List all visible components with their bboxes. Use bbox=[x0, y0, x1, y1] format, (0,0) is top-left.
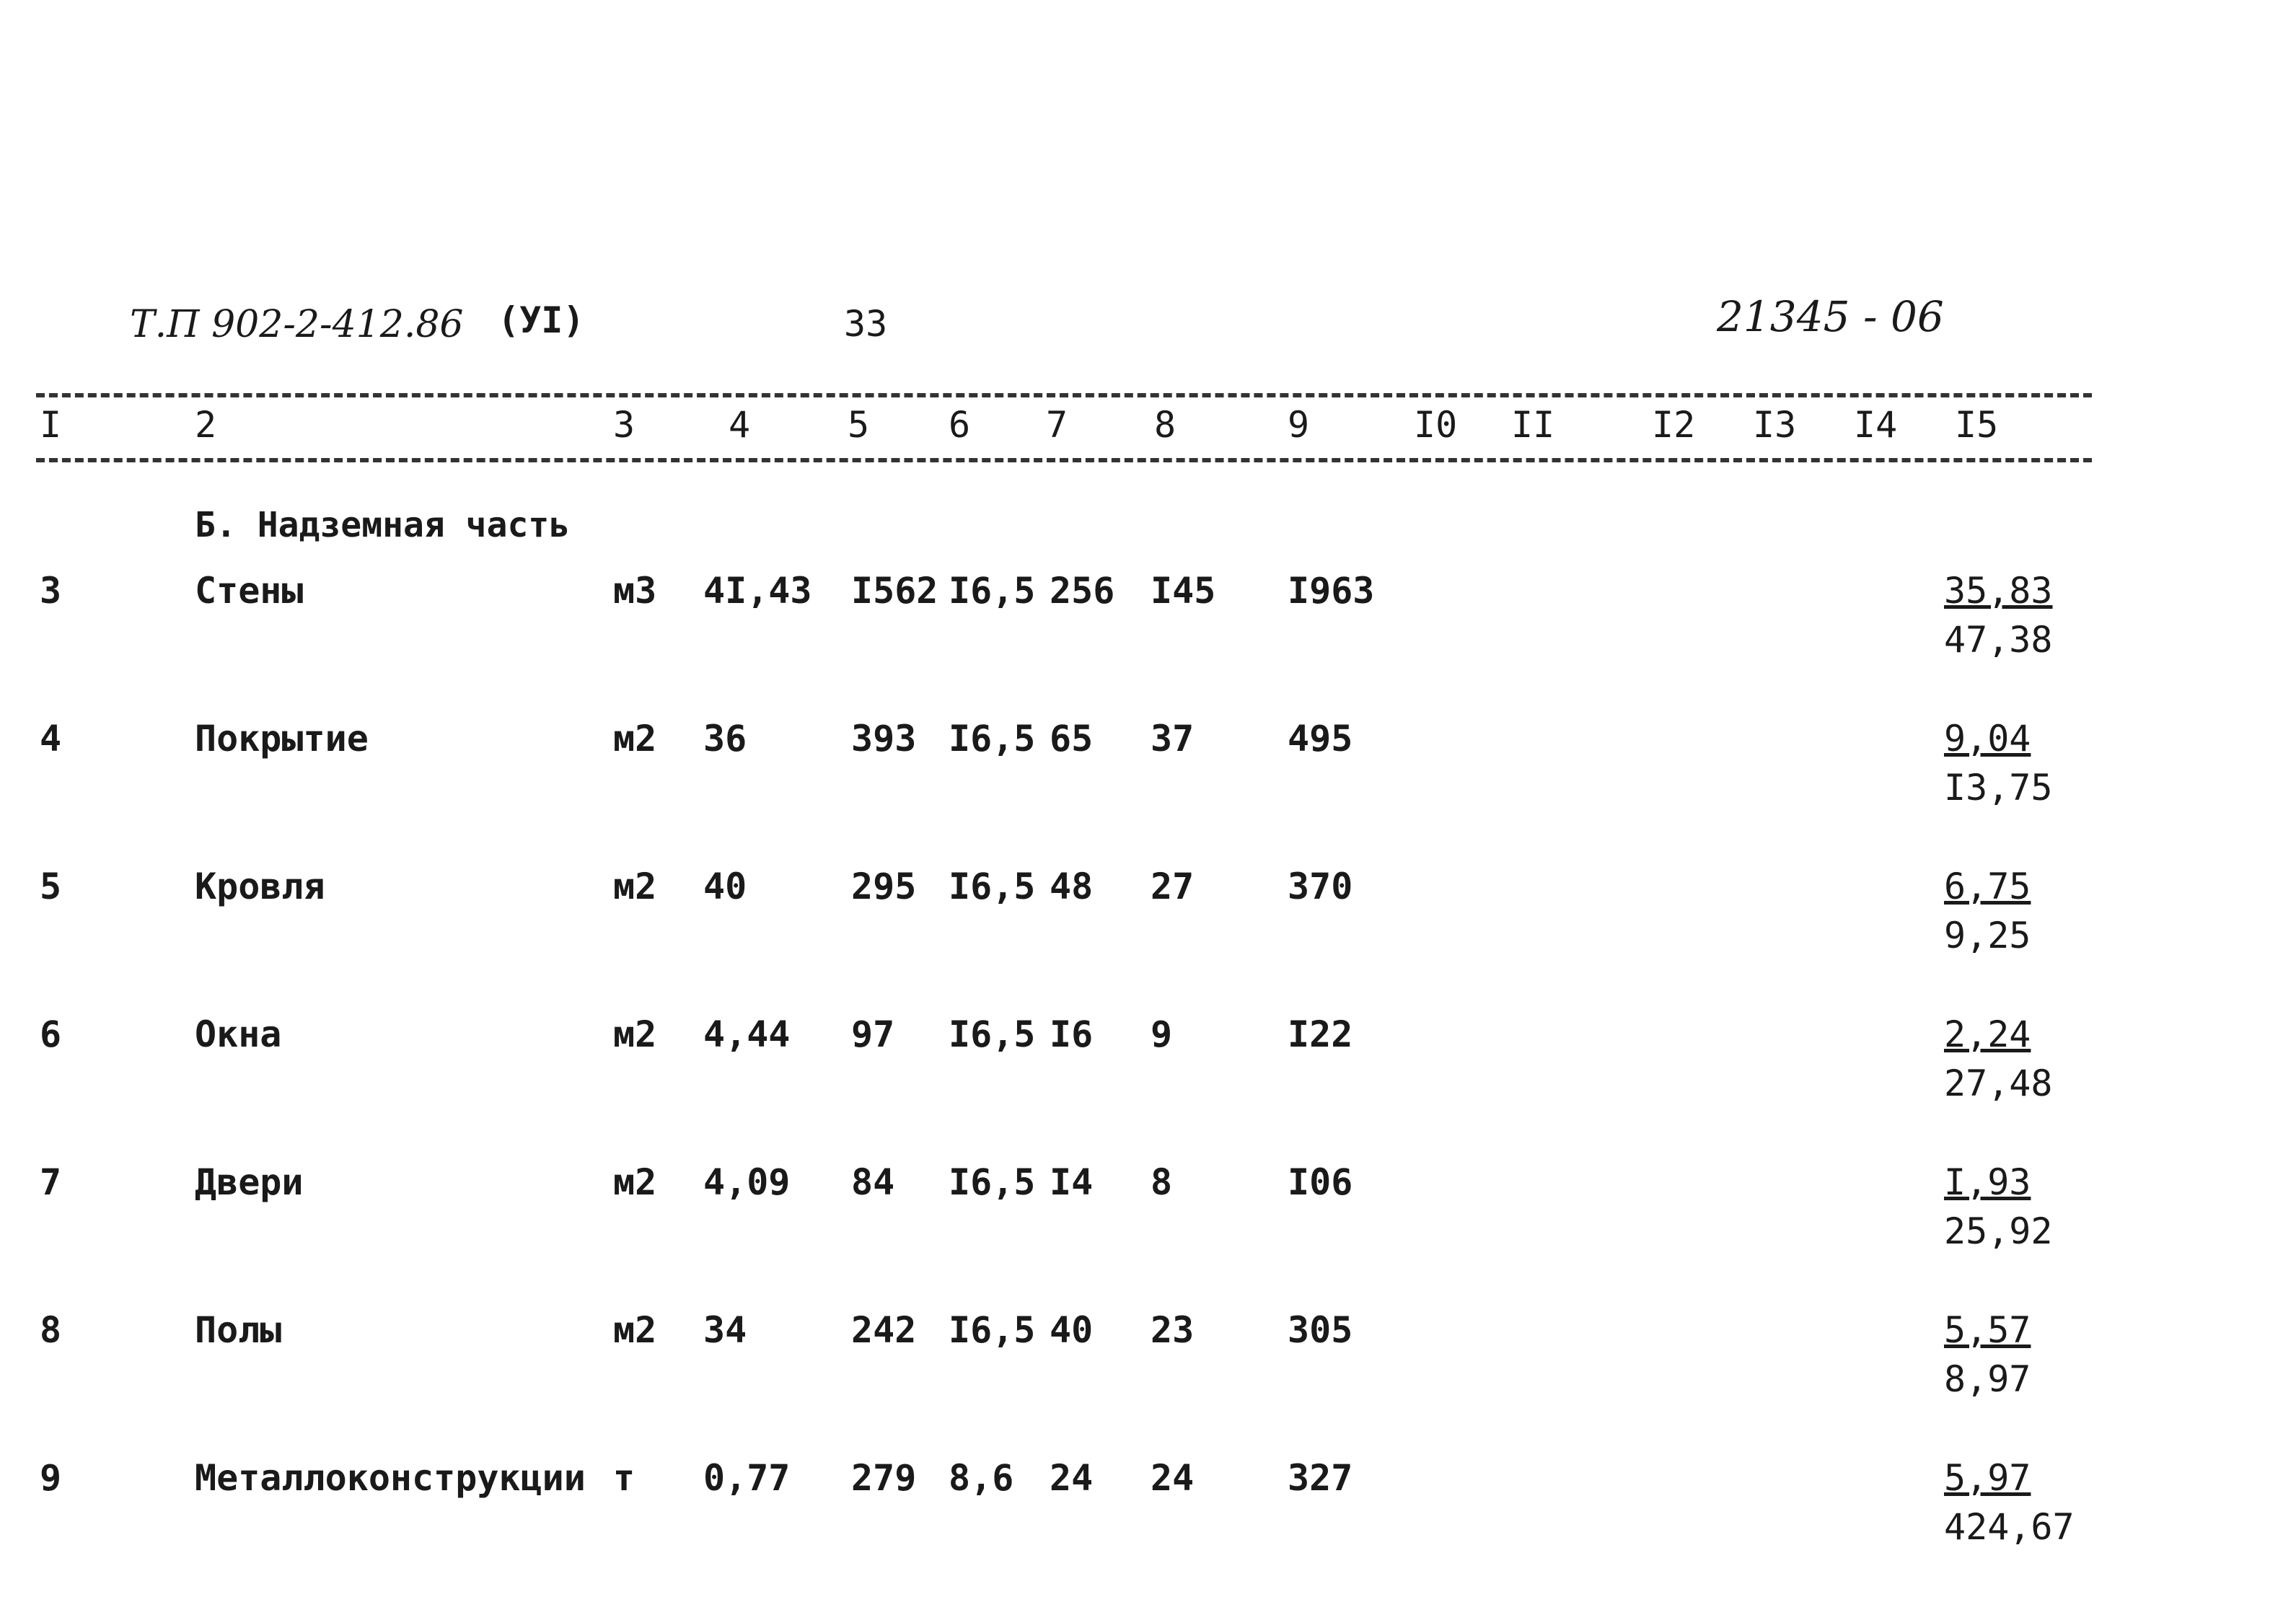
page-number: 33 bbox=[844, 303, 888, 345]
row-7-c7: I4 bbox=[1050, 1161, 1094, 1203]
row-9-unit: т bbox=[613, 1457, 635, 1499]
row-6-c15-bottom: 27,48 bbox=[1944, 1062, 2053, 1104]
row-4-c4: 36 bbox=[703, 718, 747, 760]
row-4-c8: 37 bbox=[1151, 718, 1195, 760]
row-8-unit: м2 bbox=[613, 1309, 657, 1351]
row-3-unit: м3 bbox=[613, 570, 657, 612]
column-header-9: 9 bbox=[1288, 404, 1310, 446]
header-divider-bottom bbox=[36, 458, 2092, 462]
row-3-c7: 256 bbox=[1050, 570, 1115, 612]
row-5-name: Кровля bbox=[195, 866, 325, 907]
row-7-name: Двери bbox=[195, 1161, 304, 1203]
row-3-c5: I562 bbox=[851, 570, 938, 612]
row-4-c9: 495 bbox=[1288, 718, 1353, 760]
row-8-name: Полы bbox=[195, 1309, 282, 1351]
row-8-c7: 40 bbox=[1050, 1309, 1094, 1351]
column-header-7: 7 bbox=[1046, 404, 1068, 446]
row-5-num: 5 bbox=[40, 866, 62, 907]
row-5-c4: 40 bbox=[703, 866, 747, 907]
row-8-c15-top: 5,57 bbox=[1944, 1309, 2031, 1351]
column-header-5: 5 bbox=[848, 404, 870, 446]
row-5-c8: 27 bbox=[1151, 866, 1195, 907]
row-3-name: Стены bbox=[195, 570, 304, 612]
row-9-c6: 8,6 bbox=[949, 1457, 1014, 1499]
row-9-c5: 279 bbox=[851, 1457, 917, 1499]
column-header-12: I2 bbox=[1652, 404, 1696, 446]
row-4-name: Покрытие bbox=[195, 718, 369, 760]
section-title: Б. Надземная часть bbox=[195, 505, 571, 545]
row-5-c15-bottom: 9,25 bbox=[1944, 915, 2031, 956]
inventory-number: 21345 - 06 bbox=[1717, 292, 1944, 341]
column-header-3: 3 bbox=[613, 404, 635, 446]
row-7-c4: 4,09 bbox=[703, 1161, 791, 1203]
row-8-c8: 23 bbox=[1151, 1309, 1195, 1351]
row-5-c5: 295 bbox=[851, 866, 917, 907]
row-8-num: 8 bbox=[40, 1309, 62, 1351]
row-9-c15-top: 5,97 bbox=[1944, 1457, 2031, 1499]
row-3-c15-top: 35,83 bbox=[1944, 570, 2053, 612]
column-header-14: I4 bbox=[1854, 404, 1898, 446]
column-header-2: 2 bbox=[195, 404, 217, 446]
column-header-10: I0 bbox=[1414, 404, 1458, 446]
row-6-c8: 9 bbox=[1151, 1013, 1173, 1055]
row-8-c9: 305 bbox=[1288, 1309, 1353, 1351]
row-9-c9: 327 bbox=[1288, 1457, 1353, 1499]
row-8-c4: 34 bbox=[703, 1309, 747, 1351]
row-6-name: Окна bbox=[195, 1013, 282, 1055]
row-9-c15-bottom: 424,67 bbox=[1944, 1506, 2075, 1548]
header-divider-top bbox=[36, 393, 2092, 397]
row-4-c15-bottom: I3,75 bbox=[1944, 767, 2053, 809]
row-9-c8: 24 bbox=[1151, 1457, 1195, 1499]
row-4-num: 4 bbox=[40, 718, 62, 760]
row-3-c8: I45 bbox=[1151, 570, 1216, 612]
row-9-c7: 24 bbox=[1050, 1457, 1094, 1499]
row-7-c6: I6,5 bbox=[949, 1161, 1036, 1203]
column-header-15: I5 bbox=[1955, 404, 1999, 446]
row-9-name: Металлоконструкции bbox=[195, 1457, 586, 1499]
row-6-c15-top: 2,24 bbox=[1944, 1013, 2031, 1055]
row-4-unit: м2 bbox=[613, 718, 657, 760]
row-6-c6: I6,5 bbox=[949, 1013, 1036, 1055]
row-6-c9: I22 bbox=[1288, 1013, 1353, 1055]
row-8-c6: I6,5 bbox=[949, 1309, 1036, 1351]
row-3-num: 3 bbox=[40, 570, 62, 612]
row-5-c6: I6,5 bbox=[949, 866, 1036, 907]
row-3-c15-bottom: 47,38 bbox=[1944, 619, 2053, 661]
row-7-c15-bottom: 25,92 bbox=[1944, 1210, 2053, 1252]
column-header-11: II bbox=[1511, 404, 1555, 446]
row-9-num: 9 bbox=[40, 1457, 62, 1499]
row-8-c5: 242 bbox=[851, 1309, 917, 1351]
row-7-unit: м2 bbox=[613, 1161, 657, 1203]
row-4-c5: 393 bbox=[851, 718, 917, 760]
row-4-c6: I6,5 bbox=[949, 718, 1036, 760]
row-7-num: 7 bbox=[40, 1161, 62, 1203]
row-3-c6: I6,5 bbox=[949, 570, 1036, 612]
column-header-6: 6 bbox=[949, 404, 971, 446]
row-4-c7: 65 bbox=[1050, 718, 1094, 760]
row-7-c8: 8 bbox=[1151, 1161, 1173, 1203]
row-5-unit: м2 bbox=[613, 866, 657, 907]
row-7-c5: 84 bbox=[851, 1161, 895, 1203]
column-header-4: 4 bbox=[729, 404, 751, 446]
row-6-c7: I6 bbox=[1050, 1013, 1094, 1055]
row-6-c4: 4,44 bbox=[703, 1013, 791, 1055]
row-9-c4: 0,77 bbox=[703, 1457, 791, 1499]
row-5-c9: 370 bbox=[1288, 866, 1353, 907]
doc-code: Т.П 902-2-412.86 bbox=[130, 303, 464, 346]
row-5-c15-top: 6,75 bbox=[1944, 866, 2031, 907]
row-5-c7: 48 bbox=[1050, 866, 1094, 907]
row-6-num: 6 bbox=[40, 1013, 62, 1055]
row-3-c9: I963 bbox=[1288, 570, 1375, 612]
row-7-c15-top: I,93 bbox=[1944, 1161, 2031, 1203]
row-7-c9: I06 bbox=[1288, 1161, 1353, 1203]
volume-label: (УI) bbox=[498, 299, 585, 341]
row-3-c4: 4I,43 bbox=[703, 570, 812, 612]
column-header-1: I bbox=[40, 404, 62, 446]
column-header-13: I3 bbox=[1753, 404, 1797, 446]
row-4-c15-top: 9,04 bbox=[1944, 718, 2031, 760]
row-8-c15-bottom: 8,97 bbox=[1944, 1358, 2031, 1400]
row-6-unit: м2 bbox=[613, 1013, 657, 1055]
row-6-c5: 97 bbox=[851, 1013, 895, 1055]
column-header-8: 8 bbox=[1154, 404, 1176, 446]
